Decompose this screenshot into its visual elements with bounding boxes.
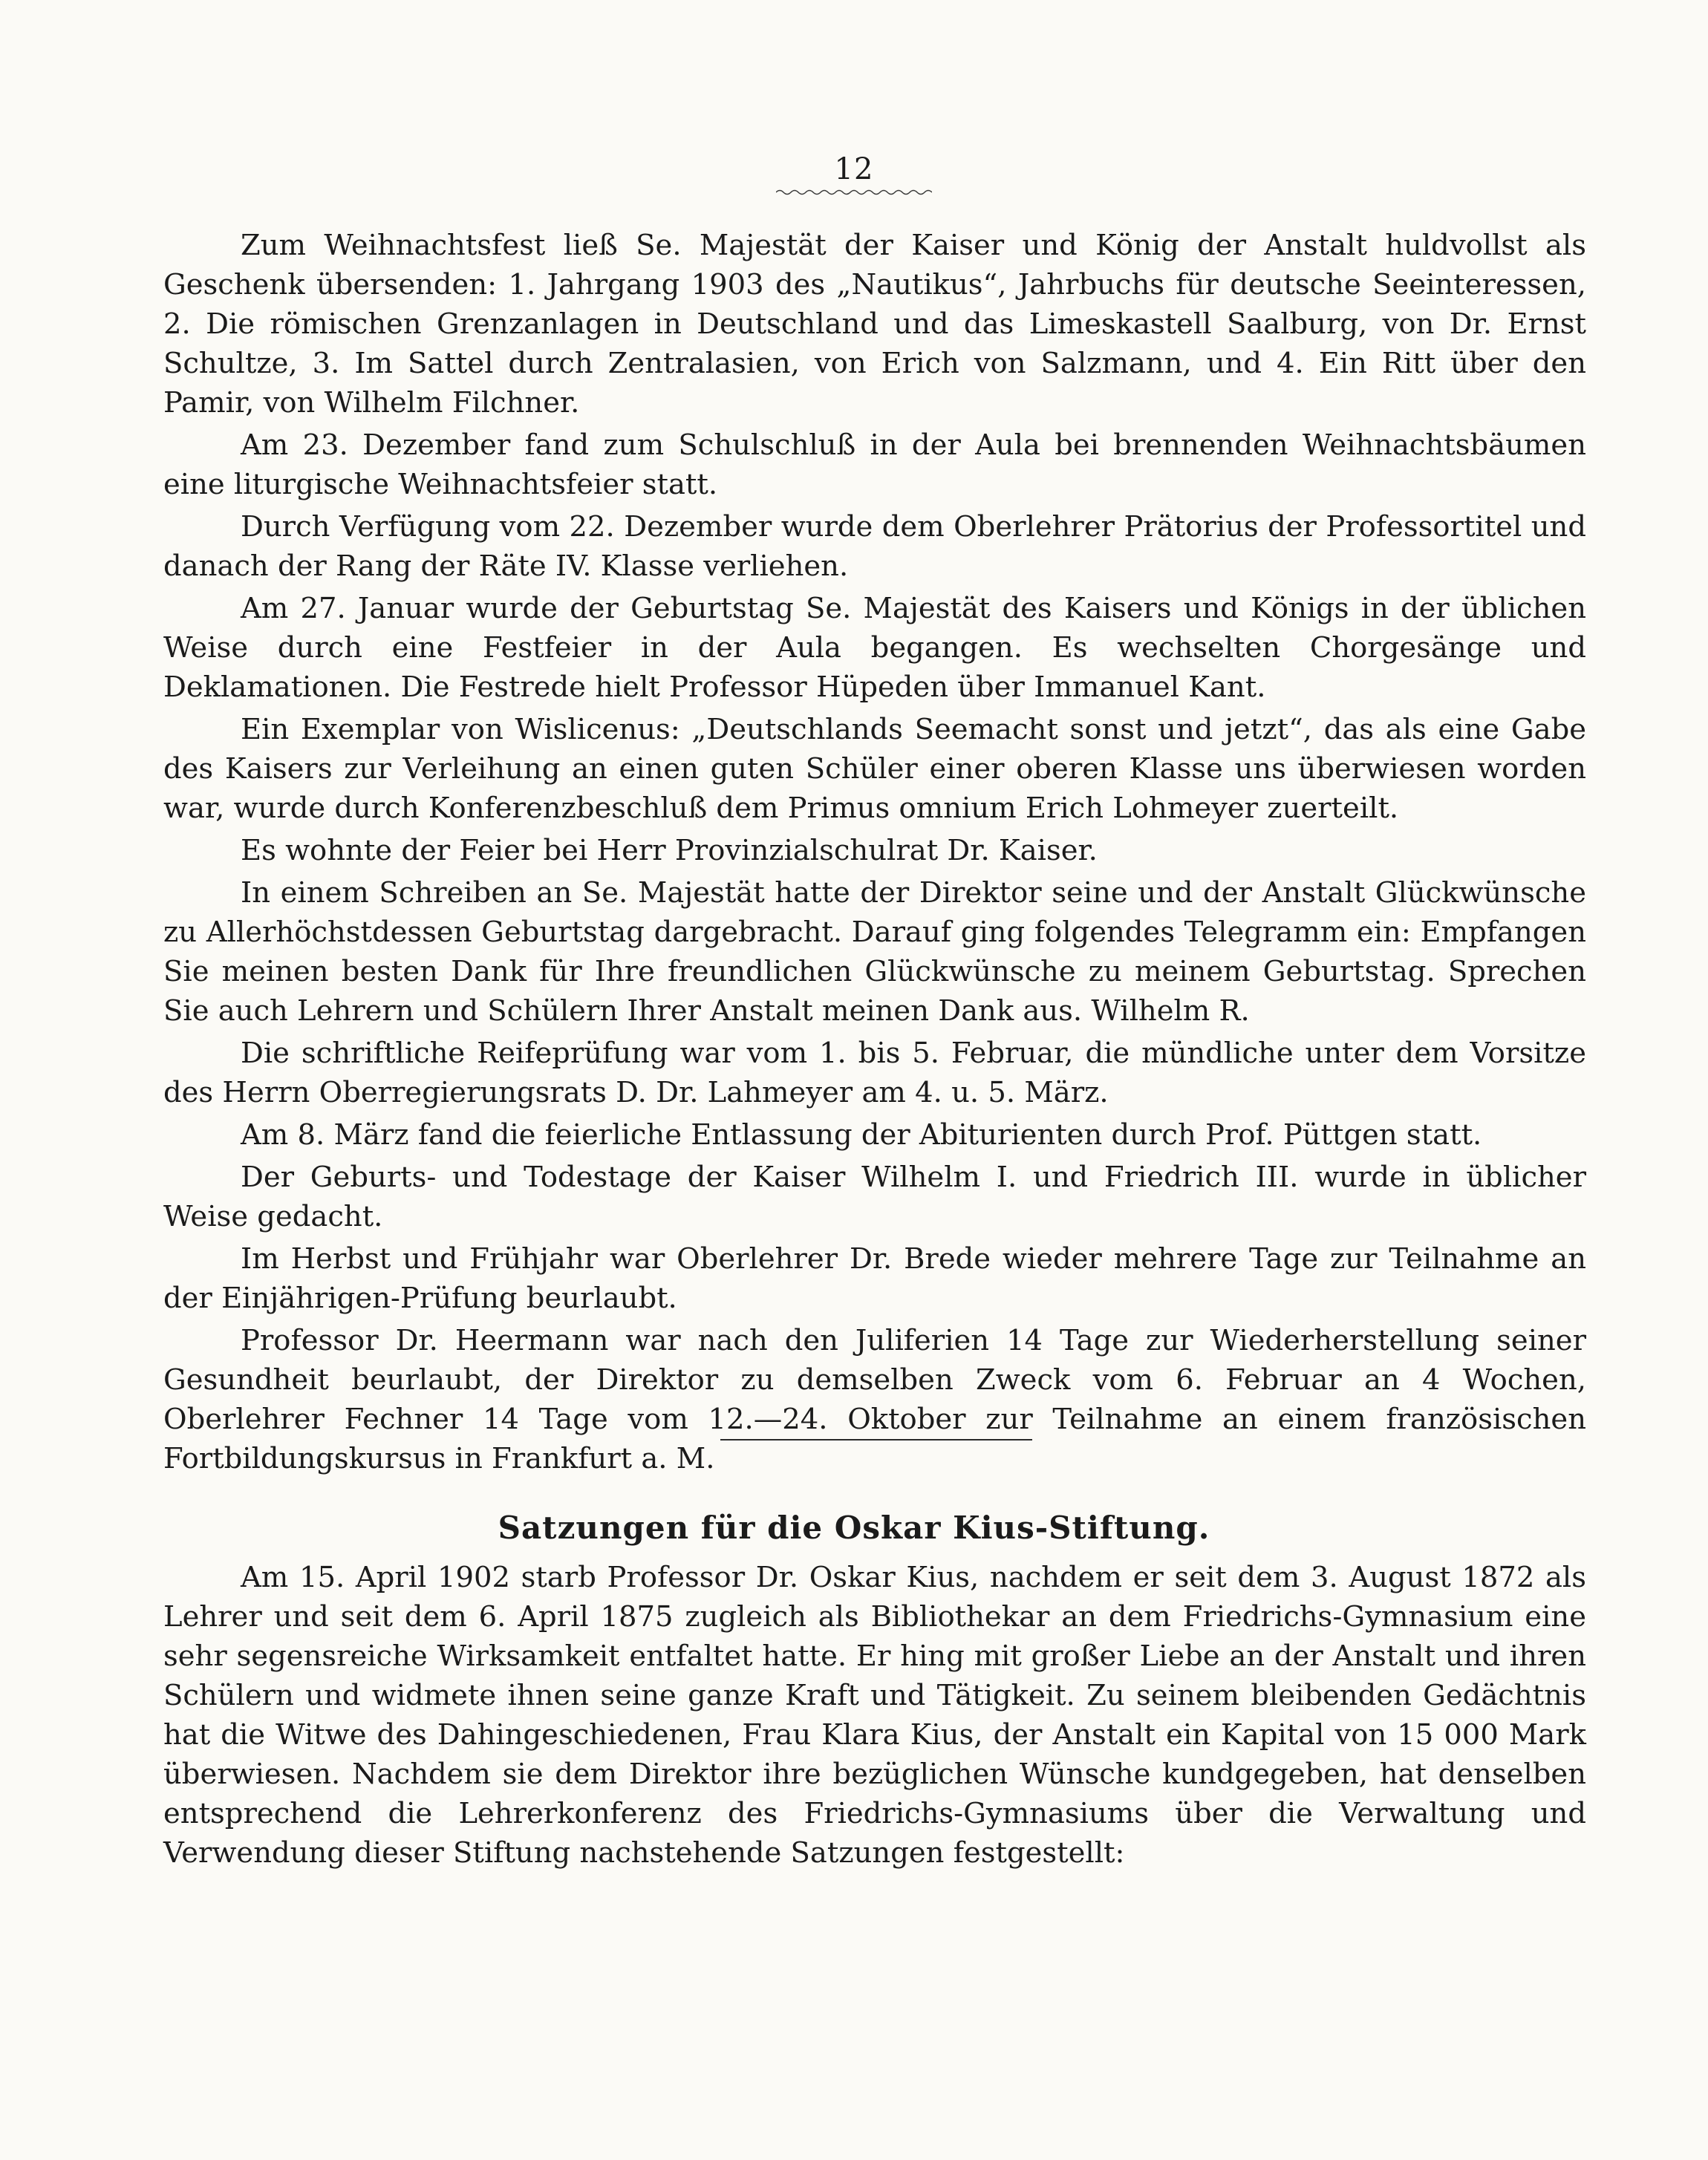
paragraph-christmas-celebration: Am 23. Dezember fand zum Schulschluß in der Aula bei brennenden Weihnachtsbäumen eine liturgische Weihnachtsfeier statt. [163, 428, 1586, 501]
paragraph-christmas-gift: Zum Weihnachtsfest ließ Se. Majestät der Kaiser und König der Anstalt huldvollst als Geschenk übersenden: 1. Jahrgang 1903 des „Nautikus“, Jahrbuchs für deutsche Seeinteressen, 2. Die römischen Grenzanlagen in Deutschland und das Limeskastell Saalburg, von Dr. Ernst Schultze, 3. Im Sattel durch Zentralasien, von Erich von Salzmann, und 4. Ein Ritt über den Pamir, von Wilhelm Filchner. [163, 229, 1586, 420]
paragraph-final-exam: Die schriftliche Reifeprüfung war vom 1. bis 5. Februar, die mündliche unter dem Vorsitze des Herrn Oberregierungsrats D. Dr. Lahmeyer am 4. u. 5. März. [163, 1037, 1586, 1109]
paragraph-emperor-birthday: Am 27. Januar wurde der Geburtstag Se. Majestät des Kaisers und Königs in der üblichen Weise durch eine Festfeier in der Aula begangen. Es wechselten Chorgesänge und Deklamationen. Die Festrede hielt Professor Hüpeden über Immanuel Kant. [163, 592, 1586, 704]
paragraph-graduation: Am 8. März fand die feierliche Entlassung der Abiturienten durch Prof. Püttgen statt. [241, 1118, 1482, 1152]
paragraph-school-inspector: Es wohnte der Feier bei Herr Provinzialschulrat Dr. Kaiser. [241, 834, 1098, 867]
paragraph-memorial-days: Der Geburts- und Todestage der Kaiser Wilhelm I. und Friedrich III. wurde in üblicher Weise gedacht. [163, 1161, 1586, 1233]
paragraph-leaves-of-absence: Professor Dr. Heermann war nach den Juliferien 14 Tage zur Wiederherstellung seiner Gesundheit beurlaubt, der Direktor zu demselben Zweck vom 6. Februar an 4 Wochen, Oberlehrer Fechner 14 Tage vom 12.—24. Oktober zur Teilnahme an einem französischen Fortbildungskursus in Frankfurt a. M. [163, 1324, 1586, 1475]
paragraph-book-award: Ein Exemplar von Wislicenus: „Deutschlands Seemacht sonst und jetzt“, das als eine Gabe des Kaisers zur Verleihung an einen guten Schüler einer oberen Klasse uns überwiesen worden war, wurde durch Konferenzbeschluß dem Primus omnium Erich Lohmeyer zuerteilt. [163, 713, 1586, 825]
paragraph-professor-title: Durch Verfügung vom 22. Dezember wurde dem Oberlehrer Prätorius der Professortitel und danach der Rang der Räte IV. Klasse verliehen. [163, 510, 1586, 583]
chronicle-text [163, 226, 1586, 1478]
paragraph-foundation: Am 15. April 1902 starb Professor Dr. Oskar Kius, nachdem er seit dem 3. August 1872 als Lehrer und seit dem 6. April 1875 zugleich als Bibliothekar an dem Friedrichs-Gymnasium eine sehr segensreiche Wirksamkeit entfaltet hatte. Er hing mit großer Liebe an der Anstalt und ihren Schülern und widmete ihnen seine ganze Kraft und Tätigkeit. Zu seinem bleibenden Gedächtnis hat die Witwe des Dahingeschiedenen, Frau Klara Kius, der Anstalt ein Kapital von 15 000 Mark überwiesen. Nachdem sie dem Direktor ihre bezüglichen Wünsche kundgegeben, hat denselben entsprechend die Lehrerkonferenz des Friedrichs-Gymnasiums über die Verwaltung und Verwendung dieser Stiftung nachstehende Satzungen festgestellt: [163, 1561, 1586, 1870]
section-divider [720, 1439, 1032, 1440]
foundation-text [163, 1558, 1586, 1873]
paragraph-exam-leave: Im Herbst und Frühjahr war Oberlehrer Dr. Brede wieder mehrere Tage zur Teilnahme an der Einjährigen-Prüfung beurlaubt. [163, 1242, 1586, 1315]
page-number: 12 [834, 152, 874, 186]
paragraph-telegram: In einem Schreiben an Se. Majestät hatte der Direktor seine und der Anstalt Glückwünsche zu Allerhöchstdessen Geburtstag dargebracht. Darauf ging folgendes Telegramm ein: Empfangen Sie meinen besten Dank für Ihre freundlichen Glückwünsche zu meinem Geburtstag. Sprechen Sie auch Lehrern und Schülern Ihrer Anstalt meinen Dank aus. Wilhelm R. [163, 876, 1586, 1028]
page-number-ornament [776, 187, 932, 198]
section-title: Satzungen für die Oskar Kius-Stiftung. [498, 1510, 1210, 1546]
